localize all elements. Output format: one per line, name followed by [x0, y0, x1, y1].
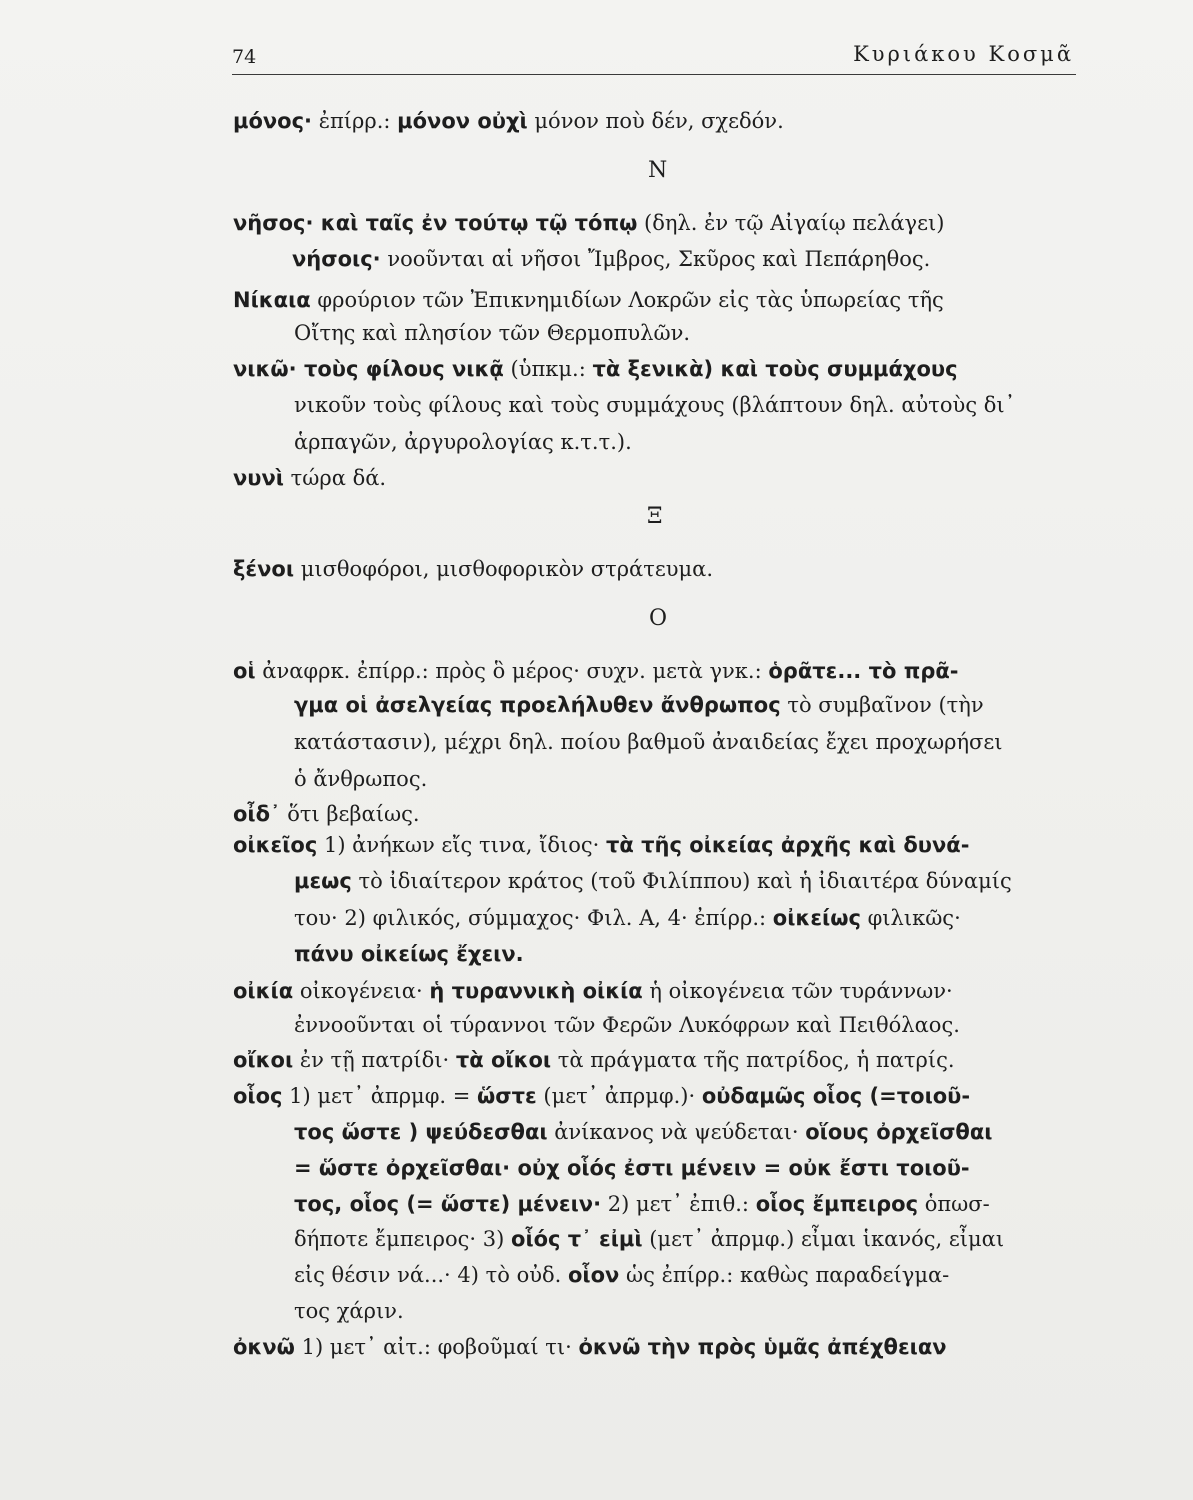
text-line [294, 727, 1003, 757]
headword-text: οἰκία [233, 979, 294, 1003]
headword-text: οἰκεῖος [233, 833, 318, 857]
definition-text: Οἴτης καὶ πλησίον τῶν Θερμοπυλῶν. [294, 321, 691, 345]
text-line [233, 1045, 955, 1075]
definition-text: 1) μετ᾽ ἀπρμφ. = [282, 1084, 478, 1108]
headword-text: νήσοις· [292, 247, 381, 271]
definition-text: τὰ πράγματα τῆς πατρίδος, ἡ πατρίς. [551, 1048, 955, 1072]
text-line [294, 1117, 992, 1147]
text-line [233, 554, 713, 584]
definition-text: (δηλ. ἐν τῷ Αἰγαίῳ πελάγει) [637, 211, 945, 235]
text-line [294, 1189, 990, 1219]
headword-text: πάνυ οἰκείως ἔχειν. [294, 942, 524, 966]
definition-text: τώρα δά. [283, 466, 387, 490]
definition-text: ἐν τῇ πατρίδι· [293, 1048, 456, 1072]
headword-text: οἷος ἔμπειρος [755, 1192, 919, 1216]
text-line [294, 939, 524, 969]
text-line [294, 1010, 960, 1040]
text-line [294, 903, 961, 933]
definition-text: ὁπωσ- [918, 1192, 990, 1216]
headword-text: οὐδαμῶς οἷος (=τοιοῦ- [701, 1084, 971, 1108]
text-line [233, 830, 969, 860]
definition-text: ὅτι βεβαίως. [280, 802, 420, 826]
headword-text: μεως [294, 869, 352, 893]
definition-text: δήποτε ἔμπειρος· 3) [294, 1227, 512, 1251]
definition-text: (μετ᾽ ἀπρμφ.)· [536, 1084, 702, 1108]
headword-text: ὥστε [477, 1084, 537, 1108]
text-line [294, 1224, 1004, 1254]
text-line [294, 1260, 949, 1290]
headword-text: Νίκαια [233, 288, 311, 312]
headword-text: νυνὶ [233, 466, 284, 490]
section-letter-n: Ν [648, 158, 668, 183]
definition-text: (ὑπκμ.: [503, 357, 593, 381]
text-line [292, 244, 930, 274]
headword-text: τὰ ξενικὰ) καὶ τοὺς συμμάχους [592, 357, 958, 381]
headword-text: μόνος· [233, 109, 313, 133]
definition-text: εἰς θέσιν νά...· 4) τὸ οὐδ. [294, 1263, 568, 1287]
definition-text: ἡ οἰκογένεια τῶν τυράννων· [642, 979, 953, 1003]
definition-text: ἁρπαγῶν, ἀργυρολογίας κ.τ.τ.). [294, 430, 632, 454]
definition-text: ἐπίρρ.: [312, 109, 398, 133]
headword-text: οἰκείως [772, 906, 861, 930]
headword-text: νικῶ· τοὺς φίλους νικᾷ [233, 357, 504, 381]
definition-text: ὁ ἄνθρωπος. [294, 767, 428, 791]
headword-text: μόνον οὐχὶ [397, 109, 528, 133]
page-number: 74 [232, 46, 257, 68]
headword-text: οἵους ὀρχεῖσθαι [805, 1120, 993, 1144]
headword-text: ἡ τυραννικὴ οἰκία [429, 979, 643, 1003]
text-line [233, 656, 959, 686]
headword-text: οἶδ᾽ [233, 802, 281, 826]
text-line [233, 1081, 970, 1111]
text-line [233, 285, 944, 315]
definition-text: φρούριον τῶν Ἐπικνημιδίων Λοκρῶν εἰς τὰς ὑπωρείας τῆς [310, 288, 944, 312]
text-line [294, 866, 1012, 896]
headword-text: ὀκνῶ [233, 1335, 295, 1359]
definition-text: ἀνίκανος νὰ ψεύδεται· [547, 1120, 806, 1144]
section-letter-o: Ο [649, 606, 668, 631]
text-line [233, 354, 958, 384]
headword-text: οἷον [567, 1263, 620, 1287]
section-letter-xi: Ξ [647, 504, 663, 529]
headword-text: τὰ τῆς οἰκείας ἀρχῆς καὶ δυνά- [605, 833, 970, 857]
definition-text: οἰκογένεια· [293, 979, 430, 1003]
definition-text: κατάστασιν), μέχρι δηλ. ποίου βαθμοῦ ἀναιδείας ἔχει προχωρήσει [294, 730, 1003, 754]
text-line [294, 390, 1015, 420]
text-line [294, 764, 427, 794]
definition-text: ἐννοοῦνται οἱ τύραννοι τῶν Φερῶν Λυκόφρων καὶ Πειθόλαος. [294, 1013, 960, 1037]
definition-text: φιλικῶς· [860, 906, 961, 930]
text-line [294, 1153, 970, 1183]
definition-text: 1) ἀνήκων εἴς τινα, ἴδιος· [317, 833, 606, 857]
running-title: Κυριάκου Κοσμᾶ [853, 42, 1074, 66]
headword-text: οἷός τ᾽ εἰμὶ [511, 1227, 643, 1251]
headword-text: τος ὥστε ) ψεύδεσθαι [294, 1120, 548, 1144]
text-line [294, 690, 984, 720]
text-line [233, 463, 386, 493]
definition-text: του· 2) φιλικός, σύμμαχος· Φιλ. Α, 4· ἐπίρρ.: [294, 906, 773, 930]
text-line [294, 318, 690, 348]
definition-text: τὸ ἰδιαίτερον κράτος (τοῦ Φιλίππου) καὶ ἡ ἰδιαιτέρα δύναμίς [351, 869, 1012, 893]
definition-text: μόνον ποὺ δέν, σχεδόν. [527, 109, 784, 133]
headword-text: οἴκοι [233, 1048, 294, 1072]
page-header [232, 42, 1076, 75]
headword-text: τος, οἷος (= ὥστε) μένειν· [294, 1192, 602, 1216]
headword-text: ὀκνῶ τὴν πρὸς ὑμᾶς ἀπέχθειαν [578, 1335, 947, 1359]
definition-text: τὸ συμβαῖνον (τὴν [780, 693, 984, 717]
text-line [233, 208, 944, 238]
definition-text: ὡς ἐπίρρ.: καθὼς παραδείγμα- [619, 1263, 950, 1287]
definition-text: 2) μετ᾽ ἐπιθ.: [601, 1192, 756, 1216]
text-line [233, 799, 420, 829]
headword-text: ὁρᾶτε... τὸ πρᾶ- [768, 659, 959, 683]
headword-text: τὰ οἴκοι [455, 1048, 552, 1072]
definition-text: νικοῦν τοὺς φίλους καὶ τοὺς συμμάχους (βλάπτουν δηλ. αὐτοὺς δι᾽ [294, 393, 1016, 417]
definition-text: 1) μετ᾽ αἰτ.: φοβοῦμαί τι· [294, 1335, 579, 1359]
definition-text: μισθοφόροι, μισθοφορικὸν στράτευμα. [294, 557, 714, 581]
headword-text: ξένοι [233, 557, 295, 581]
headword-text: = ὥστε ὀρχεῖσθαι· οὐχ οἷός ἐστι μένειν = οὐκ ἔστι τοιοῦ- [294, 1156, 970, 1180]
text-line [294, 1296, 404, 1326]
definition-text: ἀναφρκ. ἐπίρρ.: πρὸς ὃ μέρος· συχν. μετὰ γνκ.: [255, 659, 769, 683]
headword-text: οἱ [233, 659, 256, 683]
text-line [233, 976, 953, 1006]
headword-text: γμα οἱ ἀσελγείας προελήλυθεν ἄνθρωπος [294, 693, 781, 717]
text-line [233, 1332, 947, 1362]
definition-text: (μετ᾽ ἀπρμφ.) εἶμαι ἱκανός, εἶμαι [642, 1227, 1005, 1251]
text-line [233, 106, 784, 136]
headword-text: οἷος [233, 1084, 283, 1108]
text-line [294, 427, 632, 457]
definition-text: τος χάριν. [294, 1299, 404, 1323]
headword-text: νῆσος· καὶ ταῖς ἐν τούτῳ τῷ τόπῳ [233, 211, 638, 235]
definition-text: νοοῦνται αἱ νῆσοι Ἴμβρος, Σκῦρος καὶ Πεπάρηθος. [380, 247, 931, 271]
